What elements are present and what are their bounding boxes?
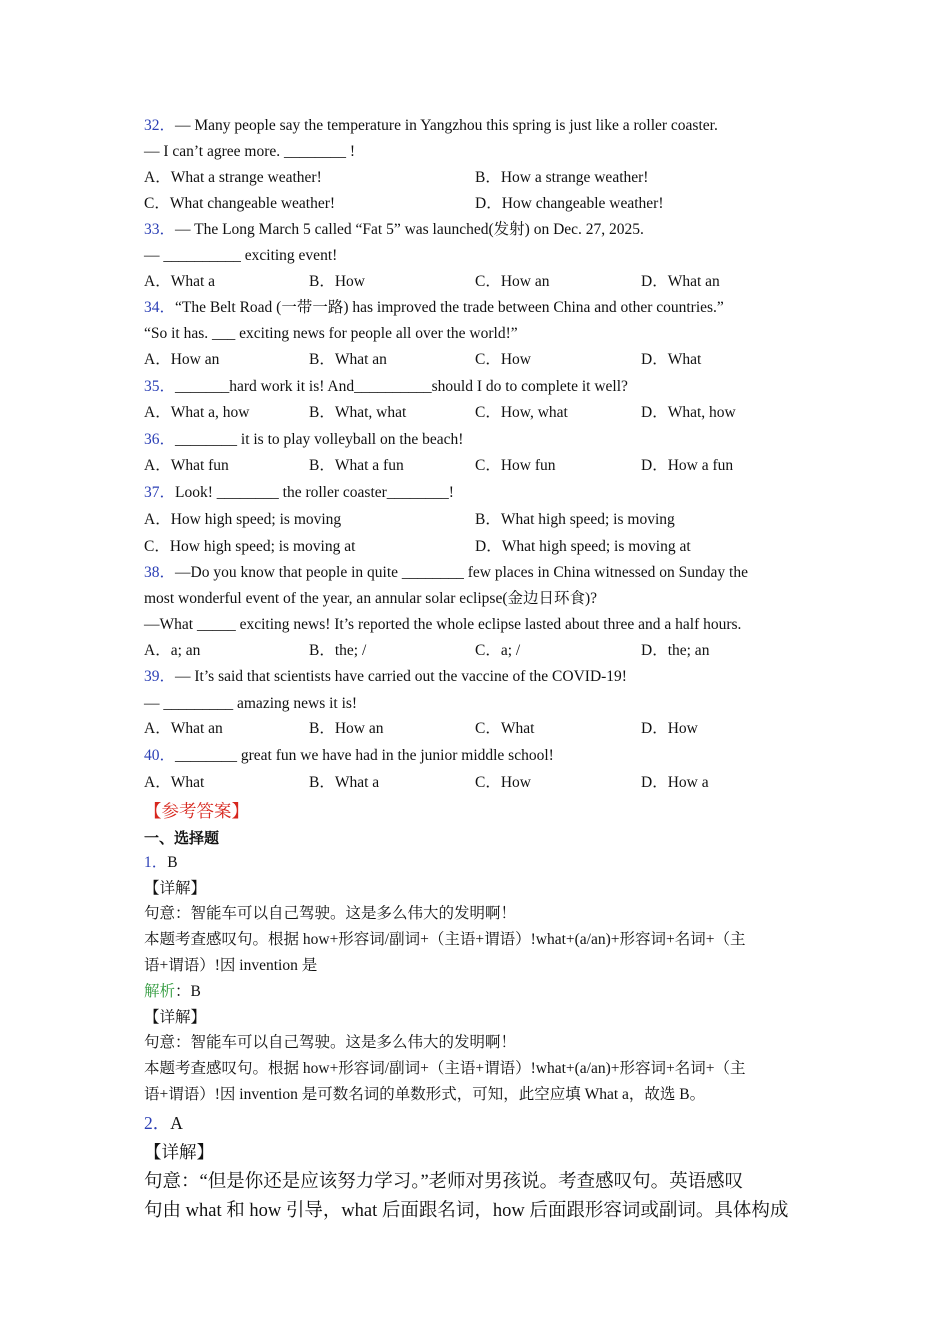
- question-line: most wonderful event of the year, an annular solar eclipse(金边日环食)?: [144, 590, 598, 607]
- question-text: ________ it is to play volleyball on the beach!: [175, 431, 464, 448]
- option-a: A．What a: [144, 273, 216, 290]
- question-number: 33．: [144, 221, 176, 238]
- question-33: [144, 220, 644, 240]
- question-text: Look! ________ the roller coaster________!: [175, 484, 454, 501]
- question-38: [144, 563, 748, 583]
- option-c: C．What changeable weather!: [144, 195, 336, 212]
- option-d: D．How: [641, 720, 698, 737]
- option-c: C．How an: [475, 273, 550, 290]
- answer-2: [144, 1111, 183, 1135]
- question-text: ________ great fun we have had in the junior middle school!: [175, 747, 554, 764]
- question-number: 36．: [144, 431, 176, 448]
- option-a: A．What fun: [144, 457, 229, 474]
- question-number: 39．: [144, 668, 176, 685]
- question-number: 34．: [144, 299, 176, 316]
- answer-heading: 【参考答案】: [144, 801, 249, 821]
- option-d: D．What high speed; is moving at: [475, 538, 691, 555]
- detail-label: 【详解】: [144, 1142, 214, 1162]
- question-line: — _________ amazing news it is!: [144, 695, 358, 712]
- option-c: C．How: [475, 351, 531, 368]
- option-c: C．What: [475, 720, 535, 737]
- question-text: — The Long March 5 called “Fat 5” was launched(发射) on Dec. 27, 2025.: [175, 221, 644, 238]
- option-b: B．What, what: [309, 404, 407, 421]
- option-d: D．What: [641, 351, 702, 368]
- question-number: 32．: [144, 117, 176, 134]
- question-34: [144, 298, 724, 318]
- option-b: B．What a fun: [309, 457, 404, 474]
- question-number: 40．: [144, 747, 176, 764]
- option-c: C．How: [475, 774, 531, 791]
- option-d: D．What an: [641, 273, 720, 290]
- option-d: D．How a fun: [641, 457, 734, 474]
- option-d: D．How changeable weather!: [475, 195, 664, 212]
- option-b: B．What an: [309, 351, 387, 368]
- explanation-line: 本题考查感叹句。根据 how+形容词/副词+（主语+谓语）!what+(a/an)+形容词+名词+（主: [144, 931, 746, 948]
- option-a: A．What: [144, 774, 205, 791]
- explanation-line: 本题考查感叹句。根据 how+形容词/副词+（主语+谓语）!what+(a/an)+形容词+名词+（主: [144, 1060, 746, 1077]
- meaning-text: 句意：“但是你还是应该努力学习。”老师对男孩说。考查感叹句。英语感叹: [144, 1172, 744, 1192]
- question-text: — Many people say the temperature in Yangzhou this spring is just like a roller coaster.: [175, 117, 718, 134]
- question-line: —What _____ exciting news! It’s reported the whole eclipse lasted about three and a half hours.: [144, 616, 742, 633]
- question-number: 35．: [144, 378, 176, 395]
- option-a: A．What a strange weather!: [144, 169, 322, 186]
- option-d: D．What, how: [641, 404, 736, 421]
- question-text: _______hard work it is! And__________should I do to complete it well?: [175, 378, 628, 395]
- question-line: — __________ exciting event!: [144, 247, 338, 264]
- question-36: [144, 430, 463, 450]
- option-a: A．a; an: [144, 642, 201, 659]
- analysis-value: ：B: [175, 983, 201, 1000]
- detail-label: 【详解】: [144, 1009, 207, 1026]
- answer-value: A: [170, 1113, 183, 1133]
- explanation-line: 语+谓语）!因 invention 是可数名词的单数形式，可知，此空应填 What a，故选 B。: [144, 1086, 706, 1103]
- question-line: “So it has. ___ exciting news for people all over the world!”: [144, 325, 518, 342]
- answer-number: 2．: [144, 1113, 171, 1133]
- option-b: B．How a strange weather!: [475, 169, 649, 186]
- meaning-text: 句由 what 和 how 引导，what 后面跟名词，how 后面跟形容词或副词。具体构成: [144, 1201, 789, 1221]
- meaning-text: 句意：智能车可以自己驾驶。这是多么伟大的发明啊！: [144, 1034, 517, 1051]
- question-line: — I can’t agree more. ________ !: [144, 143, 356, 160]
- answer-value: B: [167, 854, 178, 871]
- question-40: [144, 746, 554, 766]
- option-a: A．How an: [144, 351, 220, 368]
- option-a: A．What an: [144, 720, 223, 737]
- question-37: [144, 483, 454, 503]
- question-text: —Do you know that people in quite ________ few places in China witnessed on Sunday the: [175, 564, 748, 581]
- option-b: B．What high speed; is moving: [475, 511, 675, 528]
- option-c: C．How high speed; is moving at: [144, 538, 356, 555]
- answer-1: [144, 853, 178, 873]
- option-b: B．What a: [309, 774, 380, 791]
- question-number: 38．: [144, 564, 176, 581]
- question-text: “The Belt Road (一带一路) has improved the trade between China and other countries.”: [175, 299, 724, 316]
- question-39: [144, 667, 627, 687]
- section-title: 一、选择题: [144, 829, 220, 847]
- option-c: C．How fun: [475, 457, 556, 474]
- question-35: [144, 377, 628, 397]
- option-b: B．How: [309, 273, 365, 290]
- option-a: A．How high speed; is moving: [144, 511, 342, 528]
- analysis-label: 解析: [144, 983, 176, 1000]
- answer-number: 1．: [144, 854, 168, 871]
- option-a: A．What a, how: [144, 404, 250, 421]
- analysis-line: [144, 982, 201, 1002]
- option-c: C．a; /: [475, 642, 521, 659]
- question-number: 37．: [144, 484, 176, 501]
- option-c: C．How, what: [475, 404, 568, 421]
- option-d: D．the; an: [641, 642, 710, 659]
- meaning-text: 句意：智能车可以自己驾驶。这是多么伟大的发明啊！: [144, 905, 517, 922]
- detail-label: 【详解】: [144, 880, 207, 897]
- explanation-line: 语+谓语）!因 invention 是: [144, 957, 318, 974]
- question-32: [144, 116, 718, 136]
- option-b: B．How an: [309, 720, 384, 737]
- option-b: B．the; /: [309, 642, 367, 659]
- question-text: — It’s said that scientists have carried out the vaccine of the COVID-19!: [175, 668, 627, 685]
- option-d: D．How a: [641, 774, 709, 791]
